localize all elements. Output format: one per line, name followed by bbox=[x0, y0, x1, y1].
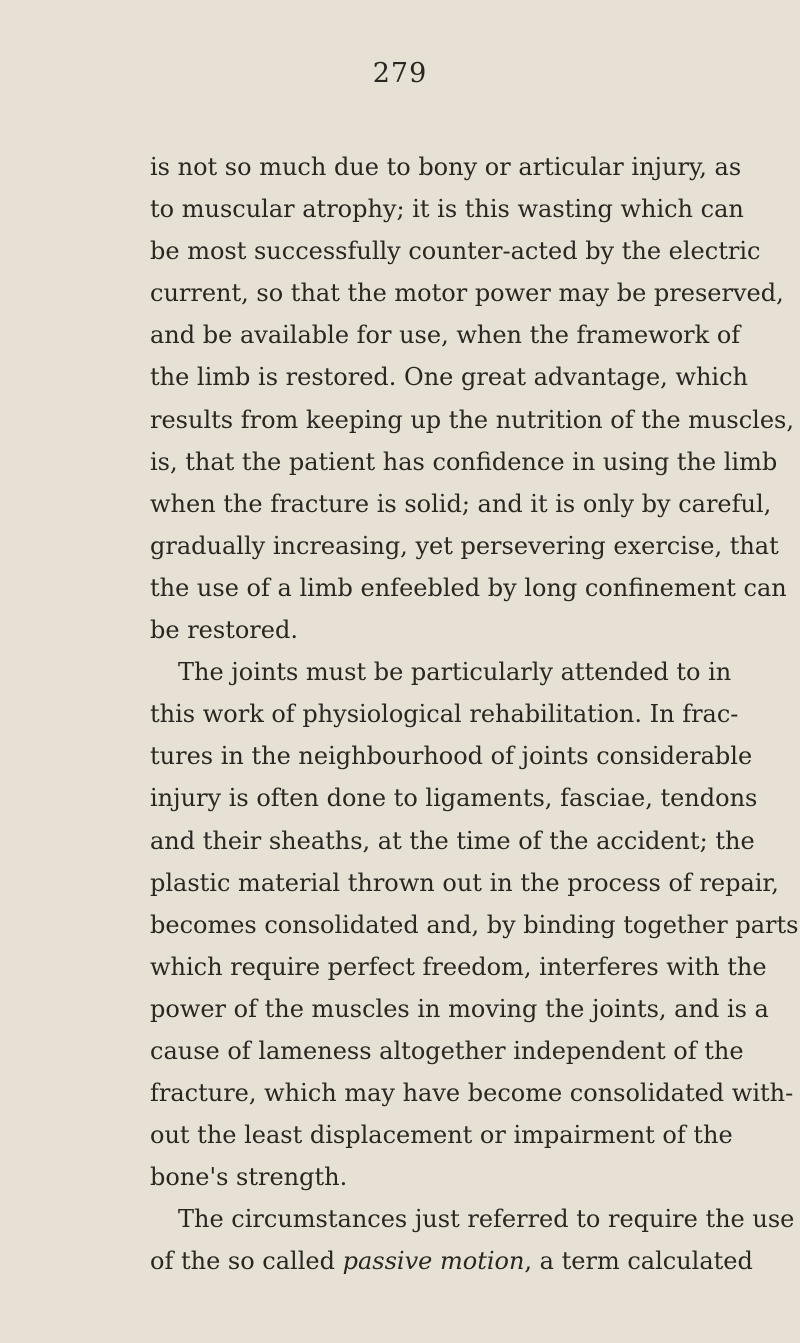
text-line: plastic material thrown out in the process of repair, bbox=[150, 868, 779, 897]
text-line: which require perfect freedom, interferes with the bbox=[150, 952, 767, 981]
text-line: gradually increasing, yet persevering exercise, that bbox=[150, 531, 779, 560]
text-line: The joints must be particularly attended to in bbox=[178, 658, 732, 687]
text-line: is not so much due to bony or articular injury, as bbox=[150, 153, 742, 181]
body-text bbox=[150, 146, 799, 1283]
text-line: and be available for use, when the framework of bbox=[150, 321, 741, 350]
page-number: 279 bbox=[372, 58, 428, 89]
italic-term: passive motion bbox=[342, 1247, 525, 1276]
text-line: out the least displacement or impairment of the bbox=[150, 1121, 733, 1150]
text-fragment: , a term calculated bbox=[524, 1247, 753, 1276]
text-line: power of the muscles in moving the joints, and is a bbox=[150, 994, 769, 1023]
text-line: results from keeping up the nutrition of the muscles, bbox=[150, 405, 794, 434]
text-line: be restored. bbox=[150, 616, 298, 645]
text-line: the use of a limb enfeebled by long confinement can bbox=[150, 573, 787, 602]
text-line: The circumstances just referred to require the use bbox=[178, 1205, 795, 1234]
text-line: cause of lameness altogether independent of the bbox=[150, 1036, 744, 1065]
text-line: when the fracture is solid; and it is only by careful, bbox=[150, 489, 772, 518]
text-line: injury is often done to ligaments, fasciae, tendons bbox=[150, 784, 758, 813]
text-line: the limb is restored. One great advantage, which bbox=[150, 363, 748, 392]
text-line: to muscular atrophy; it is this wasting which can bbox=[150, 195, 744, 224]
text-line: and their sheaths, at the time of the accident; the bbox=[150, 826, 755, 855]
text-line: fracture, which may have become consolidated with- bbox=[150, 1079, 794, 1108]
text-line: this work of physiological rehabilitation. In frac- bbox=[150, 700, 739, 729]
text-line: be most successfully counter-acted by the electric bbox=[150, 237, 761, 266]
text-line: becomes consolidated and, by binding together parts bbox=[150, 910, 799, 939]
text-line: tures in the neighbourhood of joints considerable bbox=[150, 742, 753, 771]
text-line: is, that the patient has confidence in using the limb bbox=[150, 447, 778, 476]
text-line bbox=[150, 1240, 753, 1282]
text-fragment: of the so called bbox=[150, 1247, 335, 1276]
text-line: current, so that the motor power may be preserved, bbox=[150, 279, 784, 308]
text-line: bone's strength. bbox=[150, 1163, 348, 1192]
